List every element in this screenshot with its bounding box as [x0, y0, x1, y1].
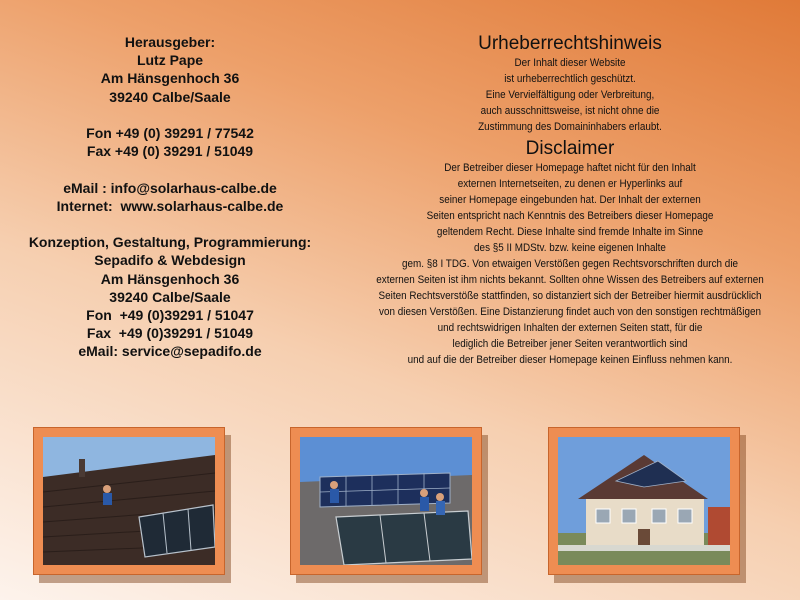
disclaimer-line: Seiten Rechtsverstöße stattfinden, so distanziert sich der Betreiber hiermit ausdrücklich — [378, 290, 762, 302]
copyright-line: auch ausschnittsweise, ist nicht ohne die — [480, 105, 660, 117]
panel-mounting-image — [300, 437, 472, 565]
copyright-line: Zustimmung des Domaininhabers erlaubt. — [478, 121, 662, 133]
disclaimer-line: und auf die der Betreiber dieser Homepage keinen Einfluss nehmen kann. — [407, 354, 733, 366]
designer-phone: Fon +49 (0)39291 / 51047 — [86, 307, 254, 323]
disclaimer-line: seiner Homepage eingebunden hat. Der Inhalt der externen — [439, 194, 701, 206]
designer-name: Sepadifo & Webdesign — [94, 252, 246, 269]
disclaimer-line: und rechtswidrigen Inhalten der externen Seiten statt, für die — [437, 322, 703, 334]
spacer — [0, 106, 340, 124]
disclaimer-line: von diesen Verstößen. Eine Distanzierung findet auch von den sonstigen rechtmäßigen — [379, 306, 761, 318]
disclaimer-heading: Disclaimer — [525, 138, 615, 159]
publisher-label: Herausgeber: — [124, 34, 216, 50]
legal-block — [350, 33, 790, 368]
finished-house-image — [558, 437, 730, 565]
disclaimer-line: geltendem Recht. Diese Inhalte sind fremde Inhalte im Sinne — [436, 226, 704, 238]
imprint-block — [0, 33, 340, 361]
designer-email: eMail: service@sepadifo.de — [78, 343, 262, 360]
disclaimer-line: Seiten entspricht nach Kenntnis des Betreibers dieser Homepage — [426, 210, 714, 222]
publisher-name: Lutz Pape — [136, 52, 204, 69]
disclaimer-line: externen Internetseiten, zu denen er Hyperlinks auf — [457, 178, 683, 190]
disclaimer-text — [350, 160, 790, 368]
copyright-line: Eine Vervielfältigung oder Verbreitung, — [485, 89, 655, 101]
spacer — [0, 160, 340, 178]
disclaimer-line: Der Betreiber dieser Homepage haftet nicht für den Inhalt — [444, 162, 696, 174]
copyright-line: Der Inhalt dieser Website — [514, 57, 626, 69]
disclaimer-line: lediglich die Betreiber jener Seiten verantwortlich sind — [452, 338, 688, 350]
disclaimer-line: externen Seiten ist ihm nichts bekannt. Sollten ohne Wissen des Betreibers auf externen — [376, 274, 764, 286]
copyright-line: ist urheberrechtlich geschützt. — [504, 73, 636, 85]
copyright-heading: Urheberrechtshinweis — [478, 33, 662, 54]
design-credit-label: Konzeption, Gestaltung, Programmierung: — [28, 234, 312, 251]
copyright-text — [350, 55, 790, 135]
publisher-fax: Fax +49 (0) 39291 / 51049 — [86, 143, 254, 160]
designer-street: Am Hänsgenhoch 36 — [100, 270, 240, 287]
disclaimer-line: gem. §8 I TDG. Von etwaigen Verstößen gegen Rechtsvorschriften durch die — [401, 258, 739, 270]
disclaimer-line: des §5 II MDStv. bzw. keine eigenen Inhalte — [474, 242, 666, 254]
publisher-street: Am Hänsgenhoch 36 — [100, 70, 240, 87]
publisher-email: eMail : info@solarhaus-calbe.de — [63, 179, 277, 196]
publisher-city: 39240 Calbe/Saale — [109, 88, 231, 105]
designer-fax: Fax +49 (0)39291 / 51049 — [86, 325, 254, 342]
spacer — [0, 215, 340, 233]
roof-installation-image — [43, 437, 215, 565]
designer-city: 39240 Calbe/Saale — [109, 288, 231, 305]
publisher-phone: Fon +49 (0) 39291 / 77542 — [86, 125, 254, 141]
photo-finished-house — [548, 427, 740, 575]
publisher-website: Internet: www.solarhaus-calbe.de — [56, 197, 284, 214]
photo-panel-mounting — [290, 427, 482, 575]
photo-roof-installation — [33, 427, 225, 575]
